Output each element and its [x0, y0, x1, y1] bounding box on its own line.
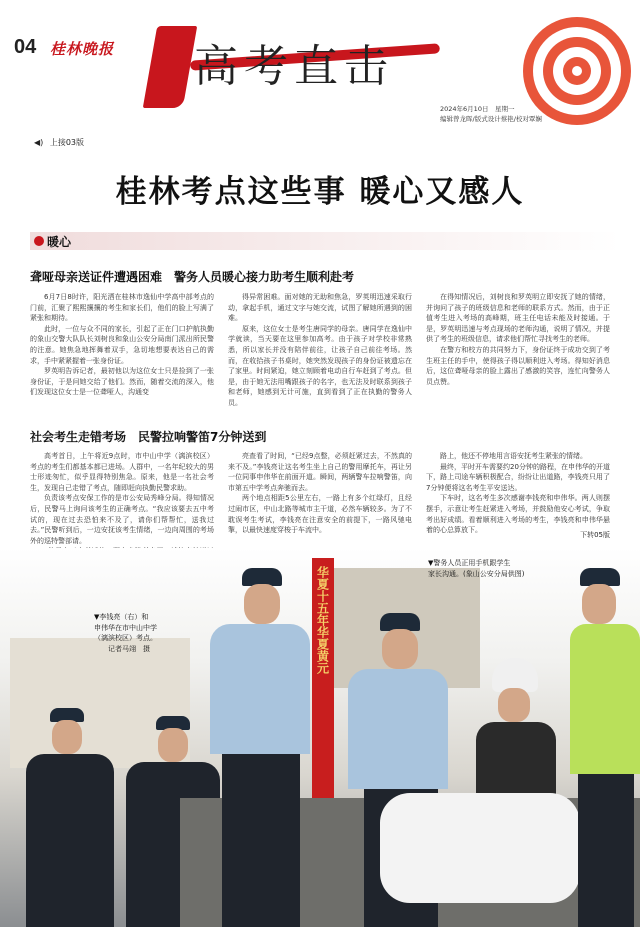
article1-column: [228, 292, 412, 418]
paragraph: 高考首日，上午将近9点时，市中山中学（漓滨校区）考点的考生们都基本都已进场。人群中，一名年纪较大的男士形迹匆忙，似乎显得特别焦急。原来，他是一名社会考生，发现自己走错了考点，随即赶向执勤民警求助。: [30, 452, 214, 492]
page-number: 04: [14, 36, 37, 58]
jump-to-label: 下转05版: [580, 531, 610, 539]
speaker-icon: ◀): [34, 138, 44, 147]
paragraph: 原来，这位女士是考生唐同学的母亲。唐同学在逸仙中学就读，当天要在这里参加高考。由于孩子对学校非常熟悉，所以家长并没有陪伴前往，让孩子自己前往考场。然而，在收拾孩子书桌时，她突然发现孩子的身份证被遗忘在了家里。时间紧迫，她立刻顾着电动自行车赶到了考点。但是，由于她无法用嘴跟孩子的名字，也无法及时联系到孩子和老师，她感到无计可施，直到看到了正在执勤的警务人员。: [228, 324, 412, 407]
jump-line: [34, 137, 84, 148]
paragraph: 下车时，这名考生多次感谢李钱亮和申伟华。两人则摆摆手，示意让考生赶紧进入考场，并鼓励他安心考试，争取考出好成绩。看着顺利进入考场的考生，李钱亮和申伟华悬着的心总算放下。: [426, 494, 610, 535]
paragraph: 路上，他还不停地用言语安抚考生紧张的情绪。: [440, 452, 587, 460]
masthead-info: [440, 104, 590, 124]
paragraph: 负责该考点安保工作的是市公安局秀峰分局。得知情况后，民警马上询问该考生的正确考点。“我应该要去五中考试的，现在过去恐怕来不及了，请你们帮帮忙，送我过去。”民警听到后，一边安抚该考生情绪，一边向周围的考场外的巡特警部请。: [30, 494, 214, 545]
paragraph: 6月7日8时许，阳光洒在桂林市逸仙中学高中部考点的门前，汇聚了熙熙攘攘的考生和家长们，他们的脸上写满了紧张和期待。: [30, 293, 214, 323]
officer-left: [22, 708, 117, 927]
paragraph: 罗英明告诉记者，最初他以为这位女士只是捡到了一张身份证，于是问她交给了他们。然而，随着交流的深入，他们发现这位女士是一位聋哑人，沟通变: [30, 367, 214, 397]
tag-dot-icon: [34, 236, 44, 246]
red-brush-decoration: [143, 26, 197, 108]
caption-line: 申伟华在市中山中学: [94, 623, 157, 632]
section-title: 高考直击: [194, 41, 394, 92]
caption-right: [428, 558, 588, 579]
banner-text: 华夏十五年华夏黄元: [315, 566, 330, 674]
police-officer-center: [200, 568, 310, 927]
article1-column: [30, 292, 214, 418]
photo-collage: [0, 548, 640, 927]
paragraph: 此时，一位与众不同的家长，引起了正在门口护航执勤的象山交警大队队长刘树良和象山公安分局南门派出所民警的注意。她焦急地挥舞着双手，急切地想要表达自己的需求，手中紧紧握着一张身份证。: [30, 324, 214, 365]
caption-line: 记者马翊 摄: [108, 644, 150, 653]
caption-left: [94, 612, 204, 654]
caption-line: ▼警务人员正用手机跟学生: [428, 559, 511, 567]
article2-body: [30, 451, 610, 546]
article2-column: [228, 451, 412, 546]
paragraph: 在警方和校方的共同努力下，身份证终于成功交到了考生班主任的手中，使得孩子得以顺利进入考场。得知好消息后，这位聋哑母亲的脸上露出了感激的笑容，连忙向警务人员点赞。: [426, 345, 610, 386]
tag-label: 暖心: [47, 235, 72, 249]
paragraph: 最终，平时开车需要约20分钟的路程，在申伟华的开道下，路上司途车辆积极配合，纷纷让出道路，李钱亮只用了7分钟便将这名考生平安送达。: [426, 462, 610, 492]
paragraph: 得异常困难。面对她的无助和焦急，罗英明迅速采取行动，拿起手机，通过文字与她交流，试图了解她所遇到的困难。: [228, 293, 412, 323]
headline: 桂林考点这些事 暖心又感人: [115, 174, 525, 210]
jump-line-text: 上接03版: [49, 138, 85, 147]
article2-title: 社会考生走错考场 民警拉响警笛7分钟送到: [30, 430, 267, 444]
tag-bar: [30, 232, 620, 250]
scooter: [380, 793, 580, 903]
masthead: [0, 0, 640, 132]
paragraph: 在得知情况后，刘树良和罗英明立即安抚了她的情绪，并询问了孩子的班级信息和老师的联系方式。然而，由于正值考生进入考场的高峰期，班主任电话未能及时接通。于是，罗英明迅速与考点现场的老师沟通，说明了情况，并提供了考生的班级信息，请求他们帮忙寻找考生的老师。: [426, 293, 610, 344]
paragraph: 两个地点相距5公里左右，一路上有多个红绿灯，且经过闹市区，中山北路等城市主干道，必然车辆较多。为了不耽误考生考试，李钱亮在注意安全的前提下，一路风驰电掣，以最快速度穿梭于车流中。: [228, 494, 412, 535]
article1-title: 聋哑母亲送证件遭遇困难 警务人员暖心接力助考生顺利赴考: [30, 270, 355, 284]
staff-line: 编辑曾龙晖/版式设计蔡艳/校对覃娴: [440, 115, 542, 123]
officer-far-right: [570, 568, 640, 927]
caption-line: 家长沟通。(象山公安分局供图): [428, 569, 525, 578]
paper-name: 桂林晚报: [50, 40, 115, 58]
caption-line: ▼李钱亮（右）和: [94, 613, 149, 621]
article1-body: [30, 292, 610, 418]
article2-column: [30, 451, 214, 546]
red-banner: [312, 558, 334, 808]
date-line: 2024年6月10日 星期一: [440, 105, 515, 113]
paragraph: 亮查看了时间，“已经9点整，必须赶紧过去，不然真的来不及。”李钱亮让这名考生坐上自己的警用摩托车，再让另一位同事申伟华在前面开道。瞬间，两辆警车拉响警笛，向市第五中学考点奔驰而去。: [228, 452, 412, 492]
article1-column: [426, 292, 610, 418]
caption-line: （漓滨校区）考点。: [94, 634, 157, 642]
